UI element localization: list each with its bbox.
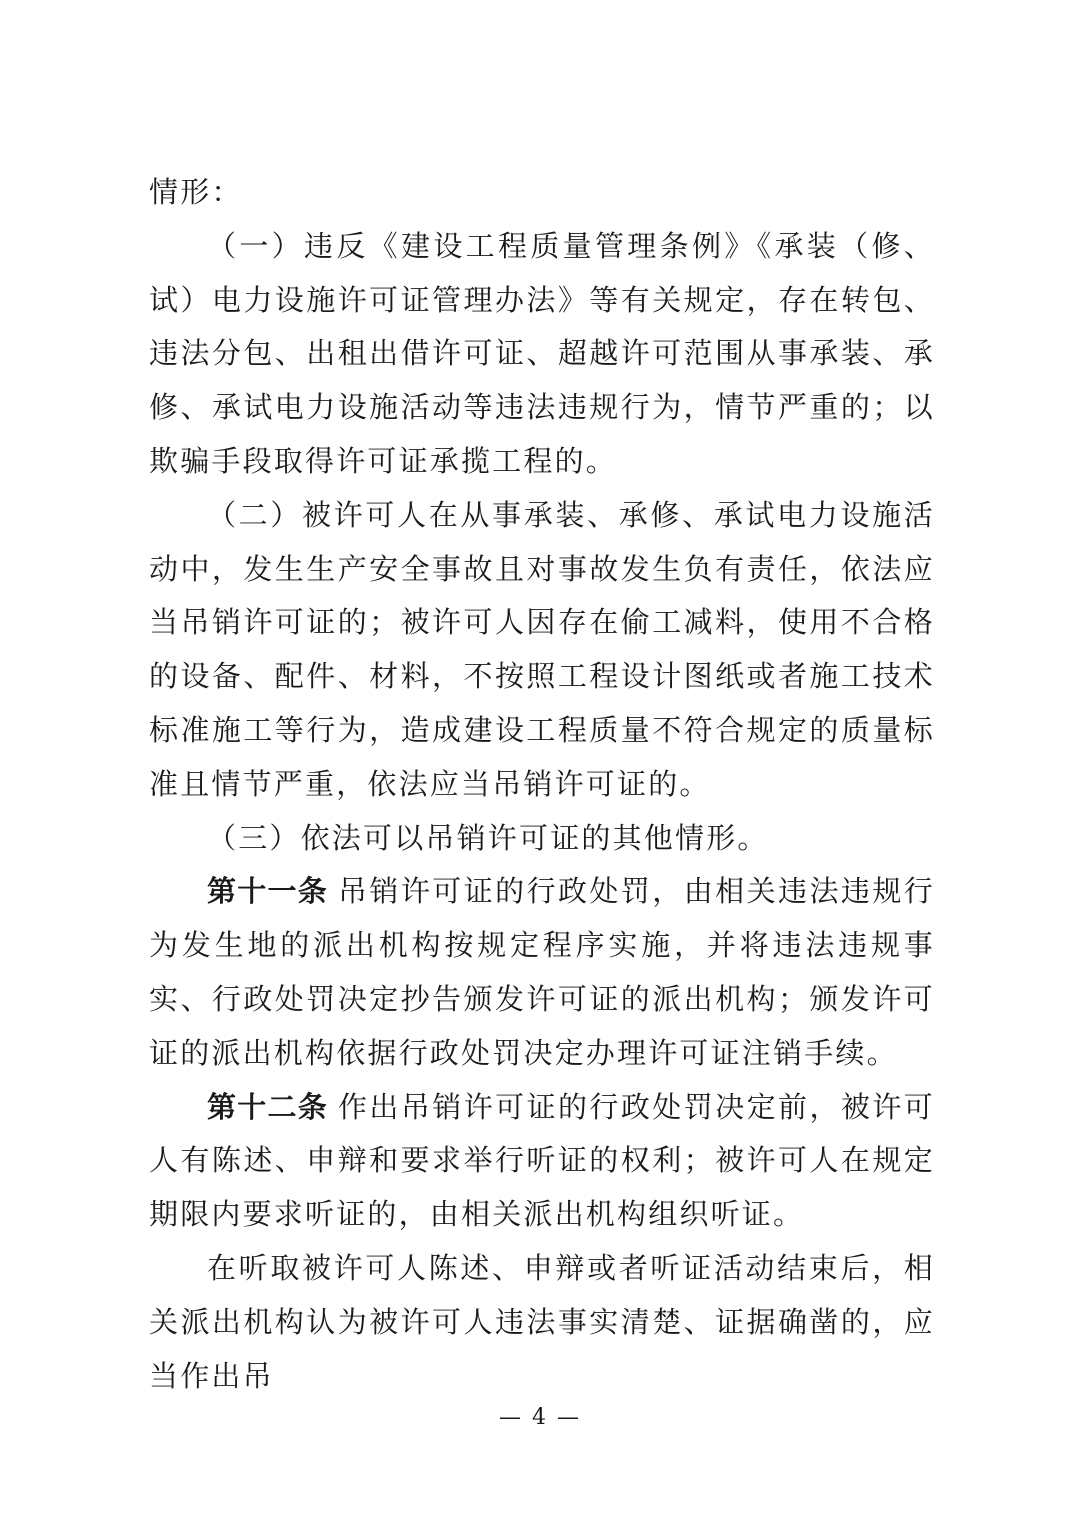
paragraph-item-1 <box>149 220 935 489</box>
paragraph-text: （一）违反《建设工程质量管理条例》《承装（修、试）电力设施许可证管理办法》等有关规定，存在转包、违法分包、出租出借许可证、超越许可范围从事承装、承修、承试电力设施活动等违法违规行为，情节严重的；以欺骗手段取得许可证承揽工程的。 <box>149 228 935 478</box>
page-number: — 4 — <box>499 1405 581 1430</box>
article-text: 作出吊销许可证的行政处罚决定前，被许可人有陈述、申辩和要求举行听证的权利；被许可人在规定期限内要求听证的，由相关派出机构组织听证。 <box>149 1089 935 1232</box>
document-body <box>149 166 935 1403</box>
paragraph-continuation <box>149 166 935 220</box>
paragraph-article-12-continued <box>149 1242 935 1403</box>
article-11 <box>149 865 935 1080</box>
paragraph-text: 情形： <box>149 175 243 209</box>
article-text: 吊销许可证的行政处罚，由相关违法违规行为发生地的派出机构按规定程序实施，并将违法违规事实、行政处罚决定抄告颁发许可证的派出机构；颁发许可证的派出机构依据行政处罚决定办理许可证注销手续。 <box>149 874 935 1070</box>
article-12 <box>149 1081 935 1242</box>
article-heading: 第十一条 <box>207 874 328 909</box>
paragraph-text: （二）被许可人在从事承装、承修、承试电力设施活动中，发生生产安全事故且对事故发生负有责任，依法应当吊销许可证的；被许可人因存在偷工减料，使用不合格的设备、配件、材料，不按照工程设计图纸或者施工技术标准施工等行为，造成建设工程质量不符合规定的质量标准且情节严重，依法应当吊销许可证的。 <box>149 497 935 801</box>
paragraph-item-3 <box>149 812 935 866</box>
paragraph-text: （三）依法可以吊销许可证的其他情形。 <box>207 820 769 855</box>
paragraph-item-2 <box>149 489 935 812</box>
paragraph-text: 在听取被许可人陈述、申辩或者听证活动结束后，相关派出机构认为被许可人违法事实清楚、证据确凿的，应当作出吊 <box>149 1250 935 1393</box>
article-heading: 第十二条 <box>207 1089 328 1124</box>
